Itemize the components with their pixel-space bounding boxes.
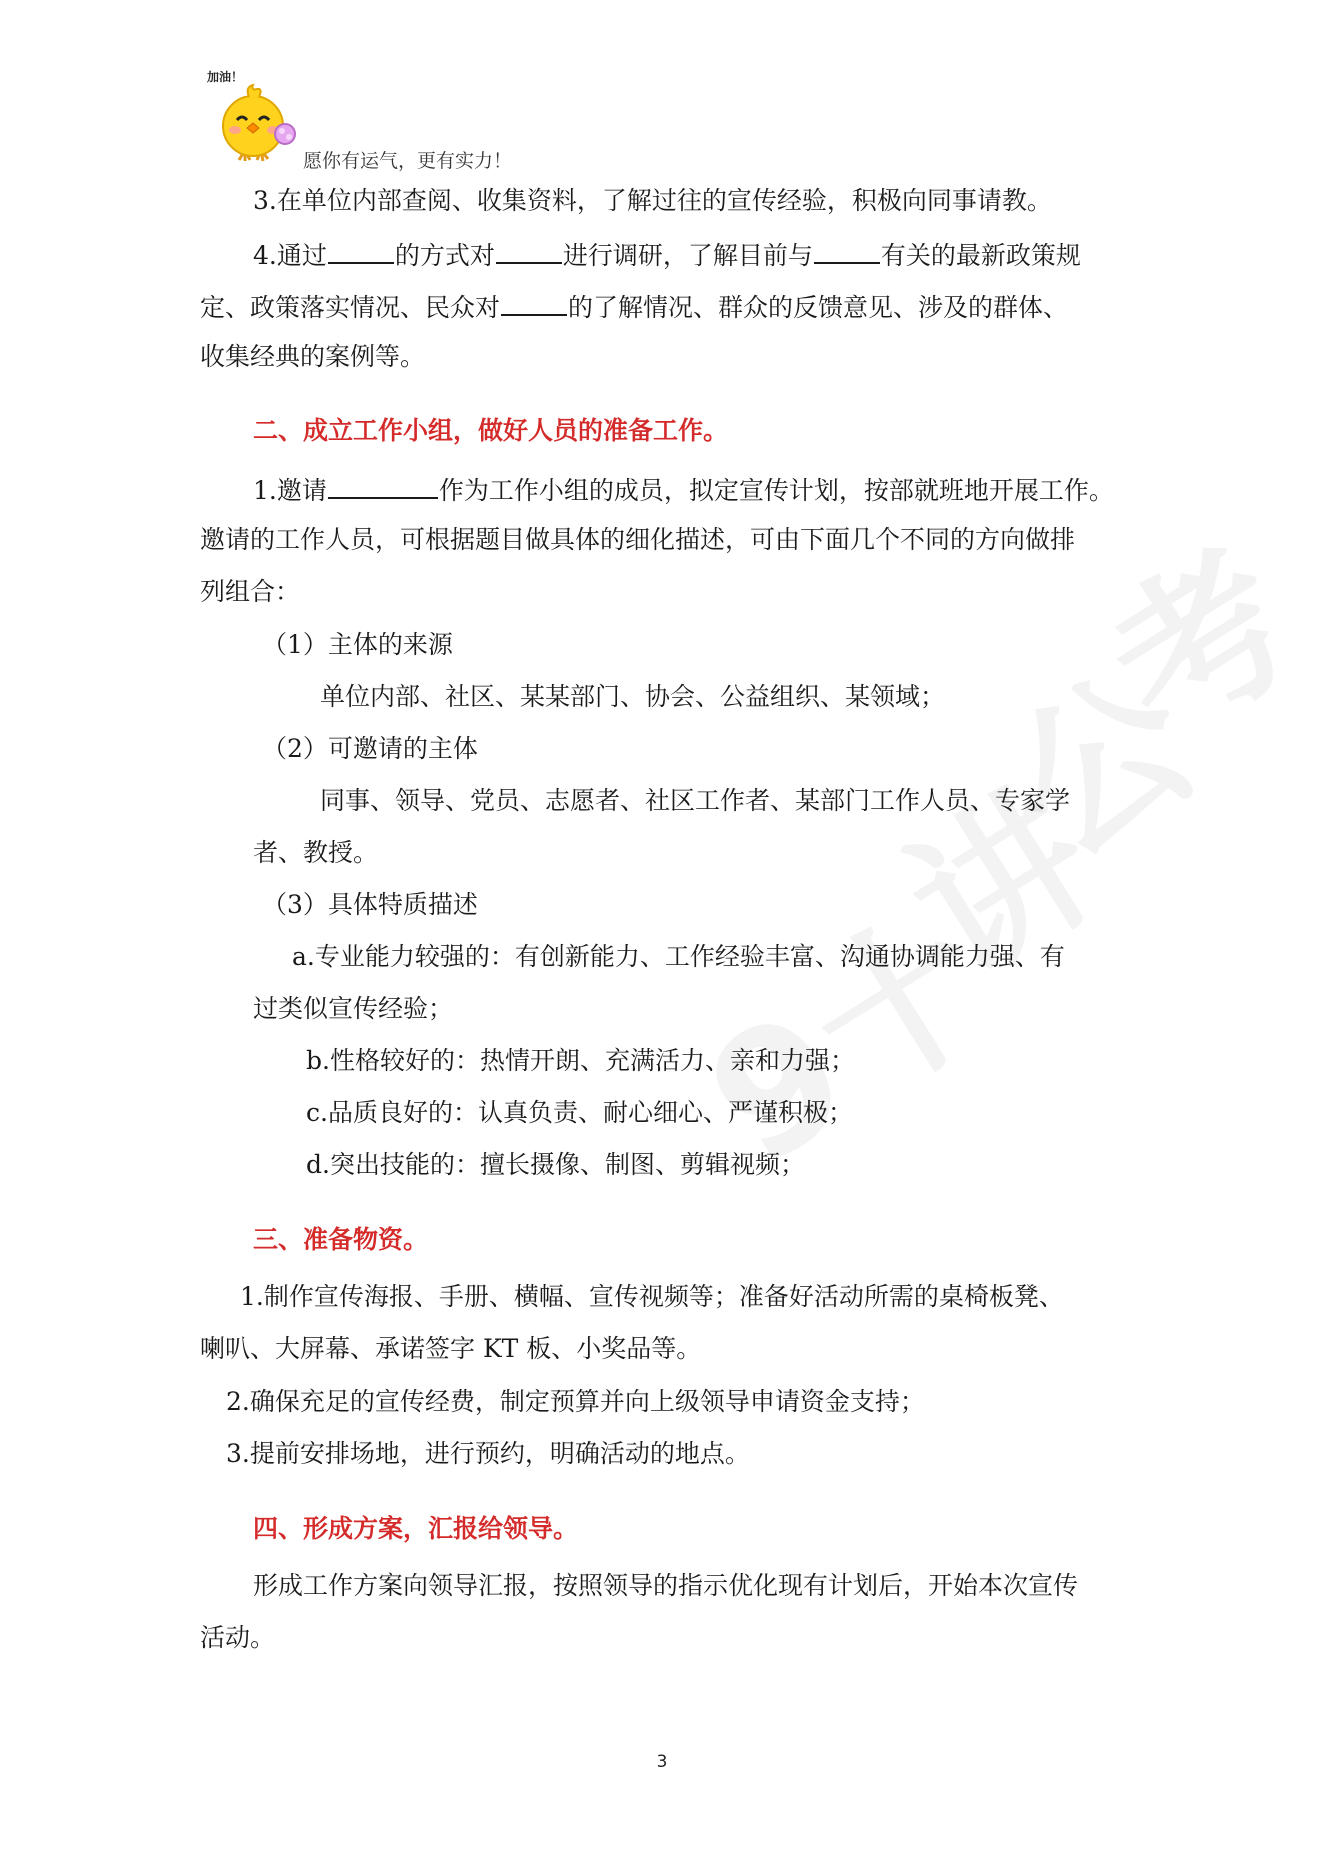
s3-item3: 3.提前安排场地，进行预约，明确活动的地点。 (226, 1439, 750, 1468)
s3-item1-line1: 1.制作宣传海报、手册、横幅、宣传视频等；准备好活动所需的桌椅板凳、 (240, 1282, 1064, 1311)
s1-item4-line2 (200, 292, 1068, 320)
s2-sub2-title: （2）可邀请的主体 (262, 734, 478, 763)
s2-sub1-content: 单位内部、社区、某某部门、协会、公益组织、某领域； (320, 682, 946, 711)
s2-item1-line3: 列组合： (200, 577, 301, 606)
s2-sub3-b: b.性格较好的：热情开朗、充满活力、亲和力强； (306, 1046, 855, 1075)
s2-item1-line2: 邀请的工作人员，可根据题目做具体的细化描述，可由下面几个不同的方向做排 (200, 525, 1076, 554)
s1-item3: 3.在单位内部查阅、收集资料，了解过往的宣传经验，积极向同事请教。 (253, 186, 1052, 215)
s3-item2: 2.确保充足的宣传经费，制定预算并向上级领导申请资金支持； (226, 1387, 925, 1416)
s2-sub3-a-line2: 过类似宣传经验； (253, 994, 454, 1023)
s1-item4-line3: 收集经典的案例等。 (200, 342, 426, 371)
s2-sub3-title: （3）具体特质描述 (262, 890, 478, 919)
section-heading-2: 二、成立工作小组，做好人员的准备工作。 (253, 416, 729, 445)
s2-sub1-title: （1）主体的来源 (262, 630, 453, 659)
fill-in-blank (814, 240, 880, 264)
text-fragment: 1.邀请 (253, 476, 327, 505)
s2-sub2-content-line2: 者、教授。 (253, 838, 379, 867)
page-header (205, 68, 725, 172)
text-fragment: 定、政策落实情况、民众对 (200, 293, 501, 322)
fill-in-blank (496, 240, 562, 264)
s1-item4-line1 (253, 240, 1081, 268)
text-fragment: 作为工作小组的成员，拟定宣传计划，按部就班地开展工作。 (438, 476, 1114, 505)
watermark-char (958, 604, 1232, 902)
s2-sub3-c: c.品质良好的：认真负责、耐心细心、严谨积极； (306, 1098, 853, 1127)
text-fragment: 进行调研，了解目前与 (562, 241, 813, 270)
s4-body-line2: 活动。 (200, 1623, 276, 1652)
watermark-char (758, 844, 1032, 1142)
text-fragment: 的方式对 (394, 241, 495, 270)
section-heading-3: 三、准备物资。 (253, 1225, 429, 1254)
watermark-char (858, 724, 1132, 1022)
fill-in-blank (328, 240, 394, 264)
s2-sub3-a-line1: a.专业能力较强的：有创新能力、工作经验丰富、沟通协调能力强、有 (292, 942, 1065, 971)
s2-sub2-content-line1: 同事、领导、党员、志愿者、社区工作者、某部门工作人员、专家学 (320, 786, 1071, 815)
s2-sub3-d: d.突出技能的：擅长摄像、制图、剪辑视频； (306, 1150, 805, 1179)
mascot-bubble-text: 加油！ (207, 70, 244, 84)
s2-item1-line1 (253, 475, 1114, 503)
text-fragment: 有关的最新政策规 (880, 241, 1081, 270)
section-heading-4: 四、形成方案，汇报给领导。 (253, 1514, 579, 1543)
page-number: 3 (656, 1752, 668, 1772)
fill-in-blank (501, 292, 567, 316)
watermark-char (1058, 484, 1324, 782)
fill-in-blank (328, 475, 438, 499)
text-fragment: 的了解情况、群众的反馈意见、涉及的群体、 (568, 293, 1069, 322)
text-fragment: 4.通过 (253, 241, 327, 270)
s3-item1-line2: 喇叭、大屏幕、承诺签字 KT 板、小奖品等。 (200, 1334, 702, 1363)
s4-body-line1: 形成工作方案向领导汇报，按照领导的指示优化现有计划后，开始本次宣传 (253, 1571, 1079, 1600)
chick-mascot-icon (205, 68, 301, 164)
header-slogan: 愿你有运气，更有实力！ (303, 150, 513, 172)
